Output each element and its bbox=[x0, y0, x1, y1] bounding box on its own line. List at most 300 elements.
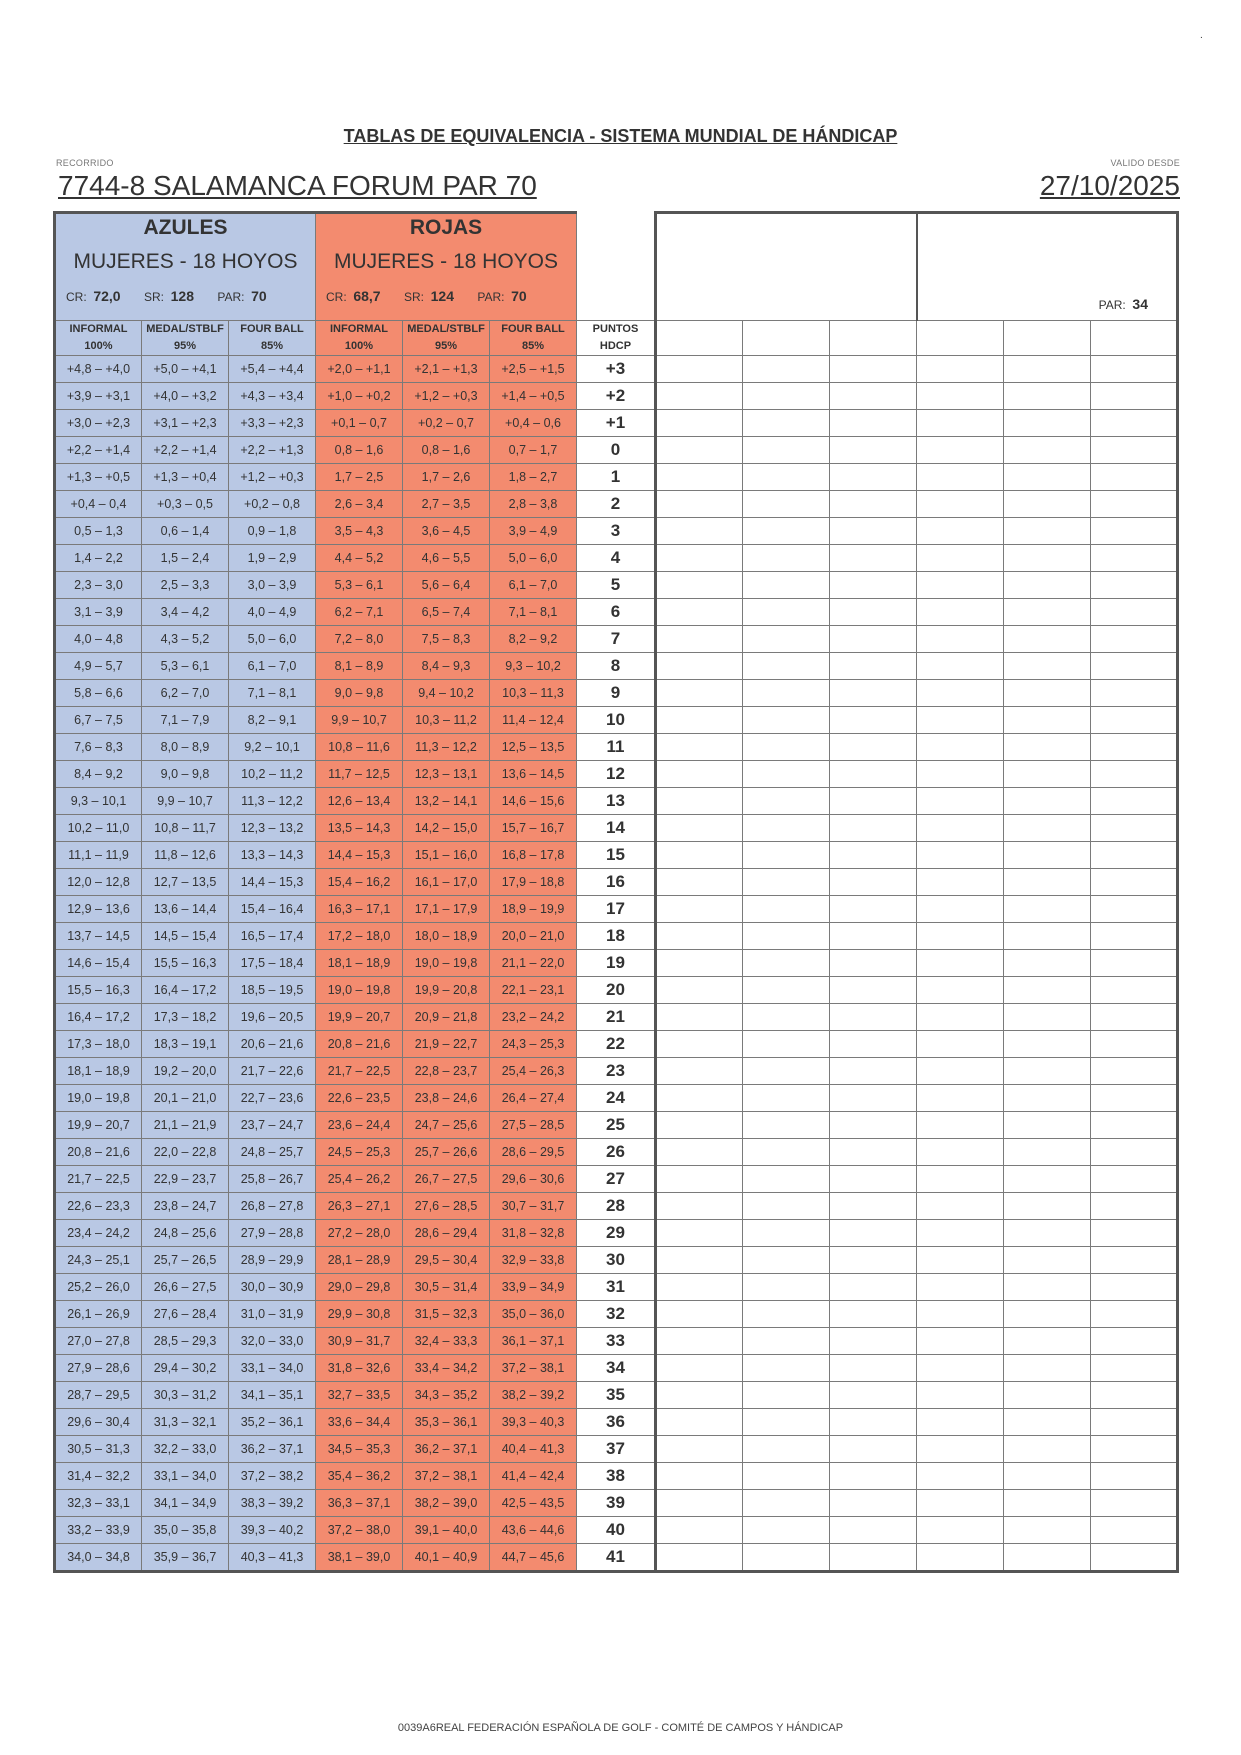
azules-fourball-cell: 4,0 – 4,9 bbox=[229, 599, 316, 626]
azules-fourball-cell: 11,3 – 12,2 bbox=[229, 788, 316, 815]
blank-cell bbox=[656, 1031, 743, 1058]
rojas-informal-cell: 13,5 – 14,3 bbox=[316, 815, 403, 842]
azules-informal-cell: 0,5 – 1,3 bbox=[55, 518, 142, 545]
rojas-informal-cell: 28,1 – 28,9 bbox=[316, 1247, 403, 1274]
table-row bbox=[55, 1463, 1178, 1490]
blank-cell bbox=[1091, 761, 1178, 788]
blank-cell bbox=[656, 815, 743, 842]
rojas-medal-cell: 22,8 – 23,7 bbox=[403, 1058, 490, 1085]
blank-cell bbox=[917, 626, 1004, 653]
col-header-medal: MEDAL/STBLF 95% bbox=[142, 321, 229, 356]
rojas-informal-cell: 2,6 – 3,4 bbox=[316, 491, 403, 518]
table-row bbox=[55, 383, 1178, 410]
blank-cell bbox=[1004, 1031, 1091, 1058]
blank-cell bbox=[743, 1085, 830, 1112]
rojas-fourball-cell: 10,3 – 11,3 bbox=[490, 680, 577, 707]
puntos-hdcp-cell: 35 bbox=[577, 1382, 656, 1409]
blank-cell bbox=[743, 437, 830, 464]
azules-medal-cell: 16,4 – 17,2 bbox=[142, 977, 229, 1004]
rojas-fourball-cell: 12,5 – 13,5 bbox=[490, 734, 577, 761]
blank-cell bbox=[1091, 680, 1178, 707]
azules-fourball-cell: +2,2 – +1,3 bbox=[229, 437, 316, 464]
rojas-medal-cell: 24,7 – 25,6 bbox=[403, 1112, 490, 1139]
rojas-medal-cell: 6,5 – 7,4 bbox=[403, 599, 490, 626]
blank-cell bbox=[1091, 1382, 1178, 1409]
azules-informal-cell: 22,6 – 23,3 bbox=[55, 1193, 142, 1220]
rojas-fourball-cell: 17,9 – 18,8 bbox=[490, 869, 577, 896]
blank-cell bbox=[1004, 1328, 1091, 1355]
table-row bbox=[55, 842, 1178, 869]
table-row bbox=[55, 1517, 1178, 1544]
blank-cell bbox=[917, 1004, 1004, 1031]
rojas-informal-cell: +0,1 – 0,7 bbox=[316, 410, 403, 437]
blank-cell bbox=[743, 815, 830, 842]
azules-medal-cell: +4,0 – +3,2 bbox=[142, 383, 229, 410]
blank-cell bbox=[917, 518, 1004, 545]
puntos-top-blank bbox=[577, 213, 656, 321]
blank-cell bbox=[656, 599, 743, 626]
blank-cell bbox=[1091, 1139, 1178, 1166]
puntos-hdcp-cell: 13 bbox=[577, 788, 656, 815]
column-header-row bbox=[55, 321, 1178, 356]
blank-cell bbox=[1091, 707, 1178, 734]
blank-cell bbox=[917, 653, 1004, 680]
blank-cell bbox=[743, 1355, 830, 1382]
puntos-hdcp-cell: 17 bbox=[577, 896, 656, 923]
rojas-informal-cell: 14,4 – 15,3 bbox=[316, 842, 403, 869]
puntos-hdcp-cell: 4 bbox=[577, 545, 656, 572]
tee-cr: 72,0 bbox=[93, 288, 121, 304]
azules-informal-cell: 24,3 – 25,1 bbox=[55, 1247, 142, 1274]
table-row bbox=[55, 1436, 1178, 1463]
rojas-informal-cell: 37,2 – 38,0 bbox=[316, 1517, 403, 1544]
blank-cell bbox=[656, 761, 743, 788]
rojas-medal-cell: 40,1 – 40,9 bbox=[403, 1544, 490, 1572]
puntos-hdcp-cell: 2 bbox=[577, 491, 656, 518]
puntos-hdcp-cell: 20 bbox=[577, 977, 656, 1004]
azules-medal-cell: 30,3 – 31,2 bbox=[142, 1382, 229, 1409]
blank-cell bbox=[656, 383, 743, 410]
blank-cell bbox=[917, 437, 1004, 464]
azules-medal-cell: 22,0 – 22,8 bbox=[142, 1139, 229, 1166]
rojas-fourball-cell: 32,9 – 33,8 bbox=[490, 1247, 577, 1274]
rojas-fourball-cell: 8,2 – 9,2 bbox=[490, 626, 577, 653]
azules-fourball-cell: 30,0 – 30,9 bbox=[229, 1274, 316, 1301]
blank-cell bbox=[917, 923, 1004, 950]
blank-cell bbox=[656, 680, 743, 707]
blank-cell bbox=[743, 896, 830, 923]
azules-medal-cell: 26,6 – 27,5 bbox=[142, 1274, 229, 1301]
blank-cell bbox=[656, 1463, 743, 1490]
rojas-fourball-cell: 41,4 – 42,4 bbox=[490, 1463, 577, 1490]
azules-fourball-cell: 37,2 – 38,2 bbox=[229, 1463, 316, 1490]
puntos-hdcp-cell: 34 bbox=[577, 1355, 656, 1382]
azules-informal-cell: 16,4 – 17,2 bbox=[55, 1004, 142, 1031]
azules-fourball-cell: 7,1 – 8,1 bbox=[229, 680, 316, 707]
puntos-hdcp-cell: 37 bbox=[577, 1436, 656, 1463]
azules-fourball-cell: +0,2 – 0,8 bbox=[229, 491, 316, 518]
puntos-hdcp-cell: 25 bbox=[577, 1112, 656, 1139]
azules-informal-cell: 27,9 – 28,6 bbox=[55, 1355, 142, 1382]
azules-informal-cell: 23,4 – 24,2 bbox=[55, 1220, 142, 1247]
blank-cell bbox=[743, 1490, 830, 1517]
rojas-fourball-cell: 21,1 – 22,0 bbox=[490, 950, 577, 977]
table-row bbox=[55, 734, 1178, 761]
azules-informal-cell: 4,9 – 5,7 bbox=[55, 653, 142, 680]
azules-informal-cell: 20,8 – 21,6 bbox=[55, 1139, 142, 1166]
blank-cell bbox=[656, 1004, 743, 1031]
blank-cell bbox=[656, 788, 743, 815]
table-row bbox=[55, 815, 1178, 842]
blank-cell bbox=[1004, 680, 1091, 707]
azules-medal-cell: 20,1 – 21,0 bbox=[142, 1085, 229, 1112]
blank-cell bbox=[743, 680, 830, 707]
blank-header-cell bbox=[917, 321, 1004, 356]
azules-medal-cell: 12,7 – 13,5 bbox=[142, 869, 229, 896]
tee-sr: 124 bbox=[430, 288, 454, 304]
rojas-informal-cell: 5,3 – 6,1 bbox=[316, 572, 403, 599]
blank-cell bbox=[743, 383, 830, 410]
rojas-fourball-cell: 33,9 – 34,9 bbox=[490, 1274, 577, 1301]
table-row bbox=[55, 1085, 1178, 1112]
blank-cell bbox=[656, 1247, 743, 1274]
blank-cell bbox=[656, 1220, 743, 1247]
rojas-informal-cell: 34,5 – 35,3 bbox=[316, 1436, 403, 1463]
table-row bbox=[55, 950, 1178, 977]
azules-informal-cell: +1,3 – +0,5 bbox=[55, 464, 142, 491]
blank-cell bbox=[656, 437, 743, 464]
blank-cell bbox=[1004, 572, 1091, 599]
blank-cell bbox=[917, 491, 1004, 518]
blank-cell bbox=[1091, 1004, 1178, 1031]
rojas-informal-cell: 35,4 – 36,2 bbox=[316, 1463, 403, 1490]
table-row bbox=[55, 1301, 1178, 1328]
azules-informal-cell: 17,3 – 18,0 bbox=[55, 1031, 142, 1058]
extra-tee-box-1 bbox=[656, 213, 917, 321]
puntos-hdcp-cell: 41 bbox=[577, 1544, 656, 1572]
table-row bbox=[55, 1031, 1178, 1058]
table-row bbox=[55, 896, 1178, 923]
blank-cell bbox=[917, 1031, 1004, 1058]
blank-cell bbox=[830, 653, 917, 680]
azules-informal-cell: 6,7 – 7,5 bbox=[55, 707, 142, 734]
tee-name: AZULES bbox=[143, 216, 228, 239]
rojas-medal-cell: 3,6 – 4,5 bbox=[403, 518, 490, 545]
puntos-hdcp-cell: 26 bbox=[577, 1139, 656, 1166]
blank-cell bbox=[830, 383, 917, 410]
table-row bbox=[55, 923, 1178, 950]
blank-cell bbox=[830, 518, 917, 545]
blank-cell bbox=[917, 815, 1004, 842]
blank-cell bbox=[917, 1139, 1004, 1166]
col-header-medal: MEDAL/STBLF 95% bbox=[403, 321, 490, 356]
table-row bbox=[55, 1112, 1178, 1139]
puntos-hdcp-cell: 8 bbox=[577, 653, 656, 680]
puntos-hdcp-cell: 9 bbox=[577, 680, 656, 707]
azules-medal-cell: 35,9 – 36,7 bbox=[142, 1544, 229, 1572]
blank-cell bbox=[917, 1301, 1004, 1328]
rojas-fourball-cell: 23,2 – 24,2 bbox=[490, 1004, 577, 1031]
rojas-fourball-cell: 39,3 – 40,3 bbox=[490, 1409, 577, 1436]
blank-cell bbox=[830, 545, 917, 572]
puntos-hdcp-cell: 10 bbox=[577, 707, 656, 734]
rojas-medal-cell: 17,1 – 17,9 bbox=[403, 896, 490, 923]
puntos-hdcp-cell: 11 bbox=[577, 734, 656, 761]
azules-medal-cell: 4,3 – 5,2 bbox=[142, 626, 229, 653]
rojas-informal-cell: 38,1 – 39,0 bbox=[316, 1544, 403, 1572]
blank-cell bbox=[917, 977, 1004, 1004]
tee-box-azules bbox=[55, 213, 316, 321]
blank-cell bbox=[1004, 734, 1091, 761]
tee-stats: CR: 72,0 SR: 128 PAR: 70 bbox=[66, 288, 267, 304]
blank-cell bbox=[656, 1112, 743, 1139]
blank-cell bbox=[830, 923, 917, 950]
blank-cell bbox=[1004, 1112, 1091, 1139]
col-header-fourball: FOUR BALL 85% bbox=[229, 321, 316, 356]
equivalence-table bbox=[53, 211, 1179, 1573]
blank-cell bbox=[917, 1274, 1004, 1301]
blank-cell bbox=[830, 734, 917, 761]
blank-cell bbox=[917, 1112, 1004, 1139]
rojas-fourball-cell: 16,8 – 17,8 bbox=[490, 842, 577, 869]
rojas-medal-cell: +2,1 – +1,3 bbox=[403, 356, 490, 383]
blank-cell bbox=[1004, 950, 1091, 977]
rojas-fourball-cell: 0,7 – 1,7 bbox=[490, 437, 577, 464]
rojas-fourball-cell: 6,1 – 7,0 bbox=[490, 572, 577, 599]
rojas-fourball-cell: 40,4 – 41,3 bbox=[490, 1436, 577, 1463]
blank-cell bbox=[743, 1031, 830, 1058]
table-row bbox=[55, 869, 1178, 896]
blank-cell bbox=[1091, 1355, 1178, 1382]
col-header-puntos: PUNTOS HDCP bbox=[577, 321, 656, 356]
rojas-medal-cell: 11,3 – 12,2 bbox=[403, 734, 490, 761]
azules-medal-cell: 35,0 – 35,8 bbox=[142, 1517, 229, 1544]
rojas-informal-cell: 17,2 – 18,0 bbox=[316, 923, 403, 950]
blank-cell bbox=[1004, 1517, 1091, 1544]
azules-medal-cell: 24,8 – 25,6 bbox=[142, 1220, 229, 1247]
azules-informal-cell: 12,9 – 13,6 bbox=[55, 896, 142, 923]
blank-header-cell bbox=[1091, 321, 1178, 356]
rojas-informal-cell: 11,7 – 12,5 bbox=[316, 761, 403, 788]
rojas-medal-cell: 15,1 – 16,0 bbox=[403, 842, 490, 869]
blank-cell bbox=[1004, 1166, 1091, 1193]
puntos-hdcp-cell: 33 bbox=[577, 1328, 656, 1355]
table-row bbox=[55, 1004, 1178, 1031]
blank-cell bbox=[743, 1436, 830, 1463]
azules-medal-cell: 33,1 – 34,0 bbox=[142, 1463, 229, 1490]
blank-cell bbox=[656, 734, 743, 761]
blank-cell bbox=[1091, 1490, 1178, 1517]
azules-informal-cell: 26,1 – 26,9 bbox=[55, 1301, 142, 1328]
rojas-informal-cell: 26,3 – 27,1 bbox=[316, 1193, 403, 1220]
blank-cell bbox=[1004, 599, 1091, 626]
blank-cell bbox=[1004, 1085, 1091, 1112]
blank-cell bbox=[656, 707, 743, 734]
blank-cell bbox=[1004, 1463, 1091, 1490]
azules-informal-cell: 1,4 – 2,2 bbox=[55, 545, 142, 572]
blank-cell bbox=[830, 1166, 917, 1193]
blank-cell bbox=[743, 869, 830, 896]
blank-cell bbox=[743, 1382, 830, 1409]
puntos-hdcp-cell: 24 bbox=[577, 1085, 656, 1112]
azules-informal-cell: 19,0 – 19,8 bbox=[55, 1085, 142, 1112]
blank-cell bbox=[656, 1139, 743, 1166]
blank-cell bbox=[830, 1031, 917, 1058]
blank-cell bbox=[656, 1490, 743, 1517]
azules-fourball-cell: 40,3 – 41,3 bbox=[229, 1544, 316, 1572]
blank-cell bbox=[1091, 734, 1178, 761]
blank-cell bbox=[1091, 869, 1178, 896]
blank-cell bbox=[830, 572, 917, 599]
rojas-informal-cell: 9,0 – 9,8 bbox=[316, 680, 403, 707]
blank-cell bbox=[1004, 356, 1091, 383]
azules-fourball-cell: 12,3 – 13,2 bbox=[229, 815, 316, 842]
blank-cell bbox=[1004, 1382, 1091, 1409]
blank-cell bbox=[1004, 977, 1091, 1004]
table-row bbox=[55, 1058, 1178, 1085]
blank-cell bbox=[830, 1463, 917, 1490]
blank-cell bbox=[1004, 410, 1091, 437]
rojas-fourball-cell: 7,1 – 8,1 bbox=[490, 599, 577, 626]
azules-medal-cell: 6,2 – 7,0 bbox=[142, 680, 229, 707]
puntos-hdcp-cell: 15 bbox=[577, 842, 656, 869]
blank-cell bbox=[1091, 599, 1178, 626]
puntos-hdcp-cell: +3 bbox=[577, 356, 656, 383]
blank-cell bbox=[1004, 653, 1091, 680]
blank-cell bbox=[917, 545, 1004, 572]
blank-cell bbox=[1004, 896, 1091, 923]
table-row bbox=[55, 1355, 1178, 1382]
blank-cell bbox=[917, 1409, 1004, 1436]
blank-cell bbox=[917, 761, 1004, 788]
blank-cell bbox=[830, 1328, 917, 1355]
azules-fourball-cell: 23,7 – 24,7 bbox=[229, 1112, 316, 1139]
blank-cell bbox=[656, 842, 743, 869]
tee-name: ROJAS bbox=[409, 216, 483, 239]
blank-cell bbox=[1004, 869, 1091, 896]
rojas-medal-cell: 33,4 – 34,2 bbox=[403, 1355, 490, 1382]
azules-informal-cell: 7,6 – 8,3 bbox=[55, 734, 142, 761]
azules-medal-cell: 14,5 – 15,4 bbox=[142, 923, 229, 950]
blank-cell bbox=[656, 950, 743, 977]
rojas-informal-cell: 20,8 – 21,6 bbox=[316, 1031, 403, 1058]
azules-fourball-cell: 14,4 – 15,3 bbox=[229, 869, 316, 896]
blank-cell bbox=[917, 1463, 1004, 1490]
blank-cell bbox=[1004, 1436, 1091, 1463]
blank-cell bbox=[743, 491, 830, 518]
azules-medal-cell: 3,4 – 4,2 bbox=[142, 599, 229, 626]
puntos-hdcp-cell: 6 bbox=[577, 599, 656, 626]
blank-cell bbox=[830, 1085, 917, 1112]
blank-cell bbox=[917, 1382, 1004, 1409]
table-row bbox=[55, 1328, 1178, 1355]
azules-fourball-cell: 15,4 – 16,4 bbox=[229, 896, 316, 923]
rojas-medal-cell: 0,8 – 1,6 bbox=[403, 437, 490, 464]
blank-cell bbox=[917, 356, 1004, 383]
valido-label: VALIDO DESDE bbox=[1110, 158, 1180, 168]
table-row bbox=[55, 1382, 1178, 1409]
rojas-informal-cell: 6,2 – 7,1 bbox=[316, 599, 403, 626]
blank-cell bbox=[1004, 1004, 1091, 1031]
rojas-medal-cell: 34,3 – 35,2 bbox=[403, 1382, 490, 1409]
azules-fourball-cell: 36,2 – 37,1 bbox=[229, 1436, 316, 1463]
blank-cell bbox=[917, 1436, 1004, 1463]
blank-cell bbox=[917, 1490, 1004, 1517]
azules-medal-cell: 0,6 – 1,4 bbox=[142, 518, 229, 545]
azules-medal-cell: 5,3 – 6,1 bbox=[142, 653, 229, 680]
blank-cell bbox=[656, 1274, 743, 1301]
blank-cell bbox=[830, 707, 917, 734]
blank-cell bbox=[1091, 1031, 1178, 1058]
azules-informal-cell: 9,3 – 10,1 bbox=[55, 788, 142, 815]
blank-cell bbox=[1004, 1301, 1091, 1328]
rojas-informal-cell: 22,6 – 23,5 bbox=[316, 1085, 403, 1112]
blank-cell bbox=[1091, 383, 1178, 410]
blank-cell bbox=[917, 950, 1004, 977]
blank-cell bbox=[917, 896, 1004, 923]
rojas-informal-cell: 27,2 – 28,0 bbox=[316, 1220, 403, 1247]
blank-cell bbox=[1004, 1058, 1091, 1085]
rojas-medal-cell: 32,4 – 33,3 bbox=[403, 1328, 490, 1355]
table-row bbox=[55, 572, 1178, 599]
azules-medal-cell: 32,2 – 33,0 bbox=[142, 1436, 229, 1463]
azules-fourball-cell: 17,5 – 18,4 bbox=[229, 950, 316, 977]
blank-cell bbox=[917, 869, 1004, 896]
blank-cell bbox=[917, 1247, 1004, 1274]
azules-fourball-cell: 26,8 – 27,8 bbox=[229, 1193, 316, 1220]
blank-cell bbox=[656, 896, 743, 923]
azules-medal-cell: 29,4 – 30,2 bbox=[142, 1355, 229, 1382]
blank-cell bbox=[830, 842, 917, 869]
puntos-hdcp-cell: 12 bbox=[577, 761, 656, 788]
blank-cell bbox=[743, 1058, 830, 1085]
blank-cell bbox=[917, 1517, 1004, 1544]
blank-cell bbox=[1091, 815, 1178, 842]
blank-cell bbox=[656, 1301, 743, 1328]
blank-cell bbox=[917, 734, 1004, 761]
rojas-fourball-cell: 30,7 – 31,7 bbox=[490, 1193, 577, 1220]
puntos-hdcp-cell: 28 bbox=[577, 1193, 656, 1220]
azules-medal-cell: 31,3 – 32,1 bbox=[142, 1409, 229, 1436]
rojas-medal-cell: 16,1 – 17,0 bbox=[403, 869, 490, 896]
table-row bbox=[55, 1490, 1178, 1517]
blank-cell bbox=[917, 788, 1004, 815]
rojas-fourball-cell: 3,9 – 4,9 bbox=[490, 518, 577, 545]
azules-medal-cell: 34,1 – 34,9 bbox=[142, 1490, 229, 1517]
blank-cell bbox=[830, 1058, 917, 1085]
course-name: 7744-8 SALAMANCA FORUM PAR 70 bbox=[58, 170, 537, 201]
rojas-medal-cell: 20,9 – 21,8 bbox=[403, 1004, 490, 1031]
azules-fourball-cell: 24,8 – 25,7 bbox=[229, 1139, 316, 1166]
rojas-informal-cell: 10,8 – 11,6 bbox=[316, 734, 403, 761]
blank-cell bbox=[1091, 1220, 1178, 1247]
azules-informal-cell: 27,0 – 27,8 bbox=[55, 1328, 142, 1355]
puntos-hdcp-cell: 3 bbox=[577, 518, 656, 545]
blank-cell bbox=[656, 1166, 743, 1193]
blank-cell bbox=[917, 707, 1004, 734]
rojas-fourball-cell: 42,5 – 43,5 bbox=[490, 1490, 577, 1517]
blank-cell bbox=[656, 1328, 743, 1355]
azules-medal-cell: 27,6 – 28,4 bbox=[142, 1301, 229, 1328]
blank-cell bbox=[743, 950, 830, 977]
blank-cell bbox=[656, 1544, 743, 1572]
rojas-informal-cell: +2,0 – +1,1 bbox=[316, 356, 403, 383]
puntos-hdcp-cell: 29 bbox=[577, 1220, 656, 1247]
puntos-hdcp-cell: +1 bbox=[577, 410, 656, 437]
rojas-informal-cell: 32,7 – 33,5 bbox=[316, 1382, 403, 1409]
blank-header-cell bbox=[830, 321, 917, 356]
blank-cell bbox=[743, 923, 830, 950]
